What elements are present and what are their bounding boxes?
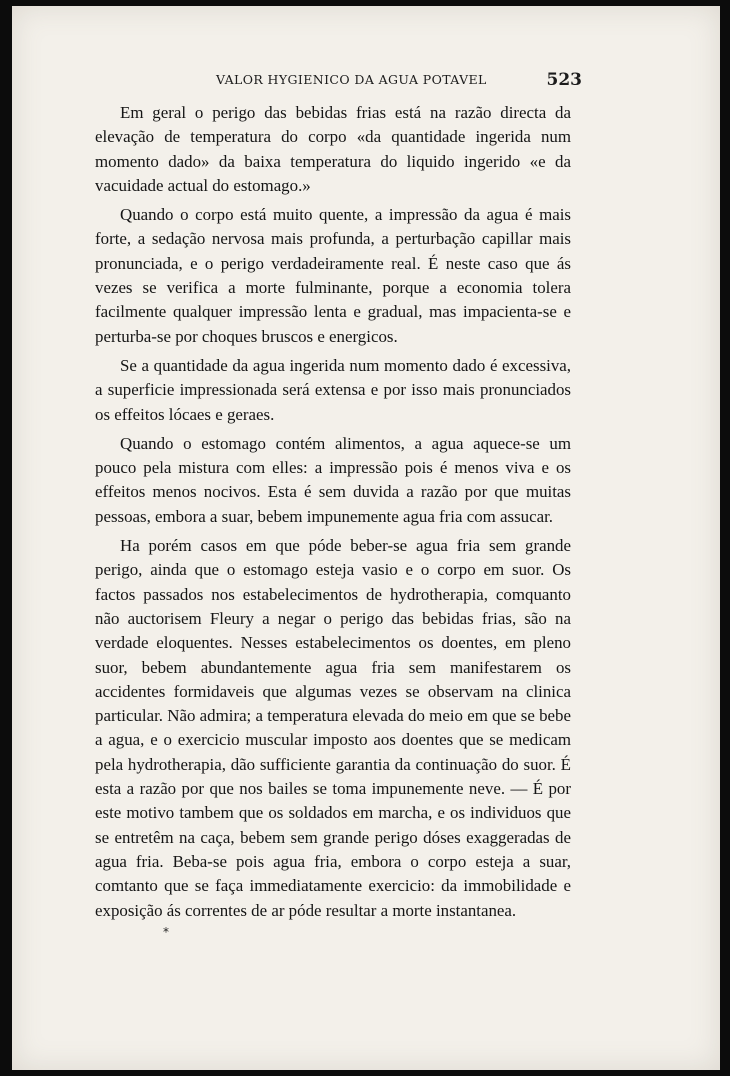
running-title: VALOR HYGIENICO DA AGUA POTAVEL (216, 72, 487, 87)
paragraph: Quando o estomago contém alimentos, a agua aquece-se um pouco pela mistura com elles: a impressão pois é menos viva e os effeitos menos nocivos. Esta é sem duvida a razão por que muitas pessoas, embora a suar, bebem impunemente agua fria com assucar. (95, 433, 571, 526)
paragraph: Em geral o perigo das bebidas frias está na razão directa da elevação de temperatura do corpo «da quantidade ingerida num momento dado» da baixa temperatura do liquido ingerido «e da vacuidade actual do estomago.» (95, 103, 571, 195)
paragraph: Se a quantidade da agua ingerida num momento dado é excessiva, a superficie impressionada será extensa e por isso mais pronunciados os effeitos lócaes e geraes. (95, 355, 571, 424)
page-number: 523 (546, 70, 582, 90)
asterisk-mark: * (163, 925, 169, 939)
paragraph: Quando o corpo está muito quente, a impressão da agua é mais forte, a sedação nervosa mais profunda, a perturbação capillar mais pronunciada, e o perigo verdadeiramente real. É neste caso que ás vezes se verifica a morte fulminante, porque a economia tolera facilmente qualquer impressão lenta e gradual, mas impacienta-se e perturba-se por choques bruscos e energicos. (95, 205, 571, 346)
page-body (95, 101, 571, 928)
paragraph: Ha porém casos em que póde beber-se agua fria sem grande perigo, ainda que o estomago esteja vasio e o corpo em suor. Os factos passados nos estabelecimentos de hydrotherapia, comquanto não auctorisem Fleury a negar o perigo das bebidas frias, são na verdade eloquentes. Nesses estabelecimentos os doentes, em pleno suor, bebem abundantemente agua fria sem manifestarem os accidentes formidaveis que algumas vezes se observam na clinica particular. Não admira; a temperatura elevada do meio em que se bebe a agua, e o exercicio muscular imposto aos doentes que se medicam pela hydrotherapia, dão sufficiente garantia da continuação do suor. É esta a razão por que nos bailes se toma impunemente neve. — É por este motivo tambem que os soldados em marcha, e os individuos que se entretêm na caça, bebem sem grande perigo dóses exaggeradas de agua fria. Beba-se pois agua fria, embora o corpo esteja a suar, comtanto que se faça immediatamente exercicio: da immobilidade e exposição ás correntes de ar póde resultar a morte instantanea. (95, 536, 571, 920)
